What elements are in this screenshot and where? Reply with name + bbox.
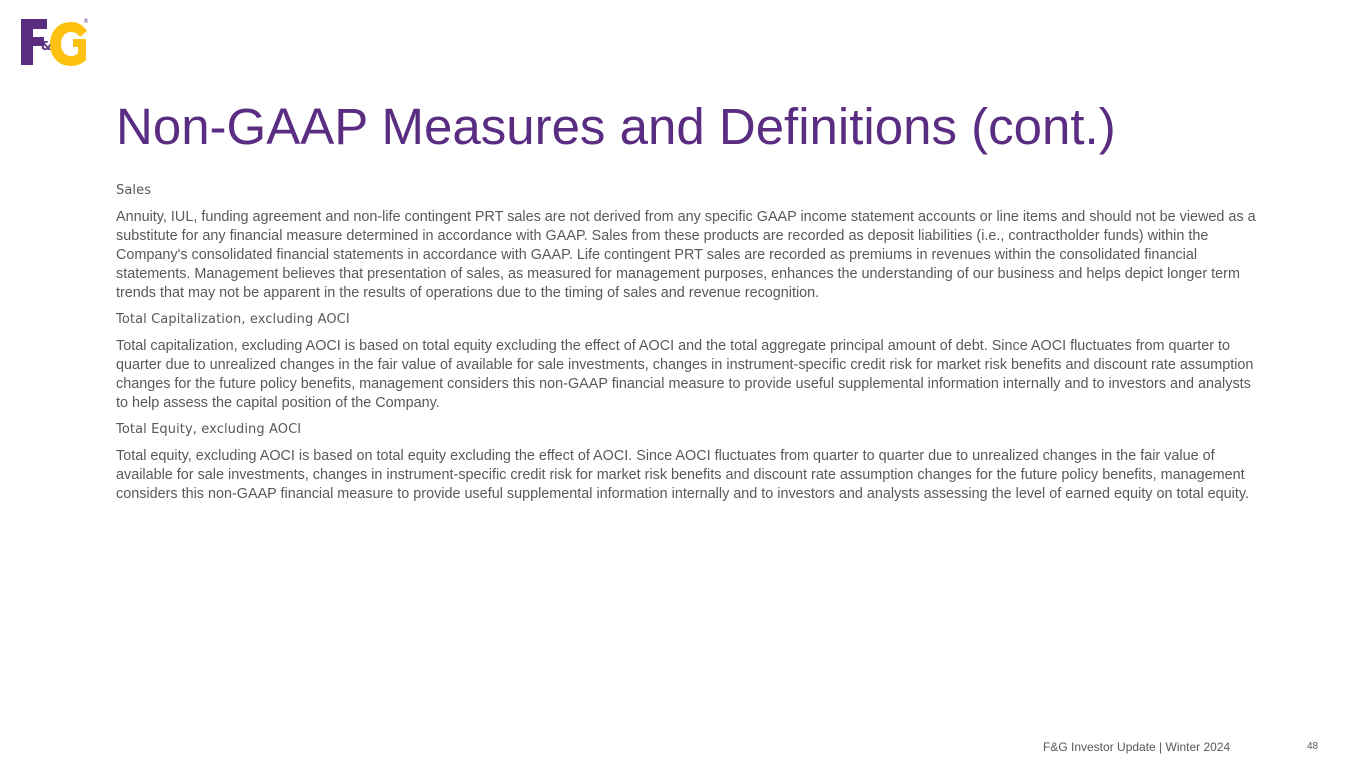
section-total-capitalization xyxy=(116,310,1262,413)
section-heading: Total Equity, excluding AOCI xyxy=(116,422,302,437)
section-body: Total capitalization, excluding AOCI is based on total equity excluding the effect of AOCI and the total aggregate principal amount of debt. Since AOCI fluctuates from quarter to quarter due to unrealized changes in the fair value of available for sale investments, changes in instrument-specific credit risk for market risk benefits and discount rate assumption changes for the future policy benefits, management considers this non-GAAP financial measure to provide useful supplemental information internally and to investors and analysts to help assess the capital position of the Company. xyxy=(116,338,1254,411)
page-title: Non-GAAP Measures and Definitions (cont.) xyxy=(116,98,1116,155)
logo-ampersand: & xyxy=(41,39,52,53)
section-heading: Total Capitalization, excluding AOCI xyxy=(116,312,350,327)
registered-mark: ® xyxy=(83,18,89,25)
fg-logo-icon xyxy=(20,17,90,67)
section-body: Total equity, excluding AOCI is based on total equity excluding the effect of AOCI. Since AOCI fluctuates from quarter to quarter due to unrealized changes in the fair value of available for sale investments, changes in instrument-specific credit risk for market risk benefits and discount rate assumption changes for the future policy benefits, management considers this non-GAAP financial measure to provide useful supplemental information internally and to investors and analysts assessing the level of earned equity on total equity. xyxy=(116,448,1249,502)
section-heading: Sales xyxy=(116,183,152,198)
page-number: 48 xyxy=(1307,741,1319,752)
footer-text: F&G Investor Update | Winter 2024 xyxy=(1043,740,1231,754)
section-sales xyxy=(116,181,1262,303)
section-total-equity xyxy=(116,420,1262,504)
company-logo xyxy=(20,17,90,67)
definitions-content xyxy=(116,181,1262,511)
section-body: Annuity, IUL, funding agreement and non-life contingent PRT sales are not derived from any specific GAAP income statement accounts or line items and should not be viewed as a substitute for any financial measure determined in accordance with GAAP. Sales from these products are recorded as deposit liabilities (i.e., contractholder funds) within the Company's consolidated financial statements in accordance with GAAP. Life contingent PRT sales are recorded as premiums in revenues within the consolidated financial statements. Management believes that presentation of sales, as measured for management purposes, enhances the understanding of our business and helps depict longer term trends that may not be apparent in the results of operations due to the timing of sales and revenue recognition. xyxy=(116,209,1256,301)
